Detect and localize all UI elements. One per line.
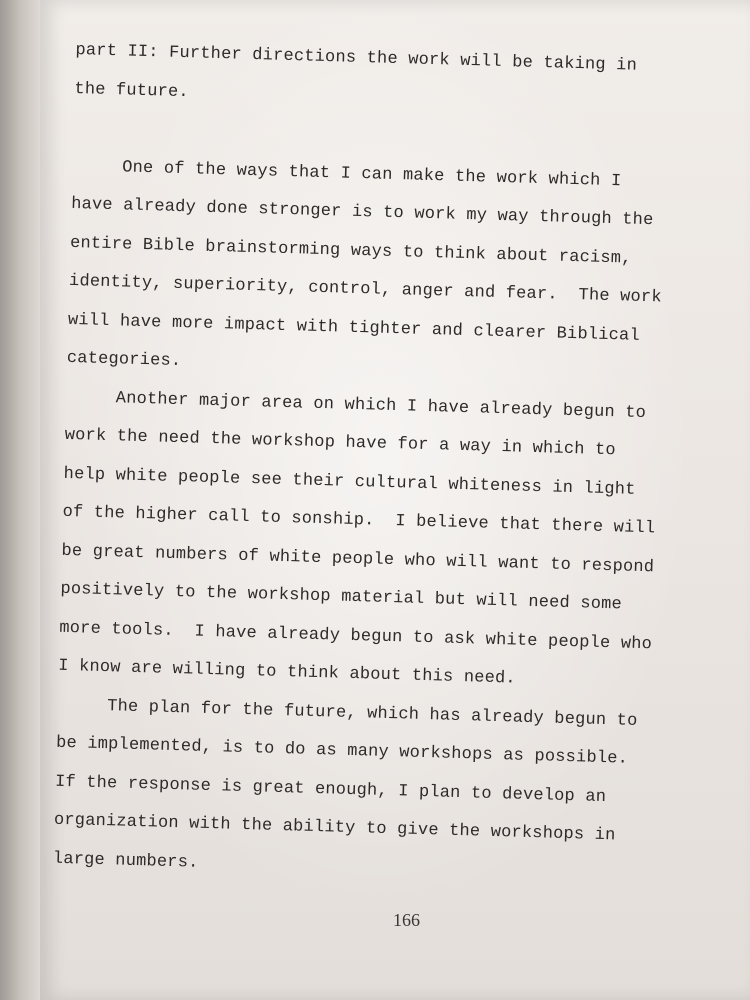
paragraph-line: be implemented, is to do as many workshops as possible. (55, 733, 629, 769)
paragraph-line: The plan for the future, which has already begun to (106, 696, 638, 731)
paragraph-line: One of the ways that I can make the work which I (121, 157, 622, 191)
paragraph-line: of the higher call to sonship. I believe that there will (62, 502, 656, 539)
paragraph-3 (52, 686, 677, 896)
paragraph-line: positively to the workshop material but will need some (60, 579, 623, 615)
page-text (52, 32, 695, 896)
paragraph-line: be great numbers of white people who will want to respond (61, 541, 655, 577)
paragraph-line: categories. (66, 348, 182, 372)
paragraph-line: help white people see their cultural whiteness in light (63, 464, 636, 500)
paragraph-line: If the response is great enough, I plan to develop an (54, 772, 607, 807)
document-page (40, 0, 750, 1000)
paragraph-line: work the need the workshop have for a way in which to (64, 425, 617, 461)
paragraph-line: identity, superiority, control, anger and fear. The work (68, 271, 662, 308)
paragraph-line: Another major area on which I have already begun to (115, 388, 647, 423)
paragraph-1 (66, 147, 692, 395)
paragraph-2 (58, 378, 686, 703)
paragraph-line: more tools. I have already begun to ask white people who (59, 618, 653, 654)
paragraph-line: entire Bible brainstorming ways to think about racism, (69, 233, 632, 269)
paragraph-line: will have more impact with tighter and clearer Biblical (67, 310, 641, 346)
heading-line: part II: Further directions the work will be taking in (75, 40, 638, 76)
heading-line: the future. (74, 79, 190, 102)
paragraph-line: I know are willing to think about this need. (58, 656, 517, 689)
paragraph-line: organization with the ability to give the workshops in (53, 810, 616, 846)
page-number: 166 (393, 910, 420, 930)
paragraph-line: large numbers. (52, 849, 199, 873)
paragraph-line: have already done stronger is to work my way through the (70, 194, 654, 231)
